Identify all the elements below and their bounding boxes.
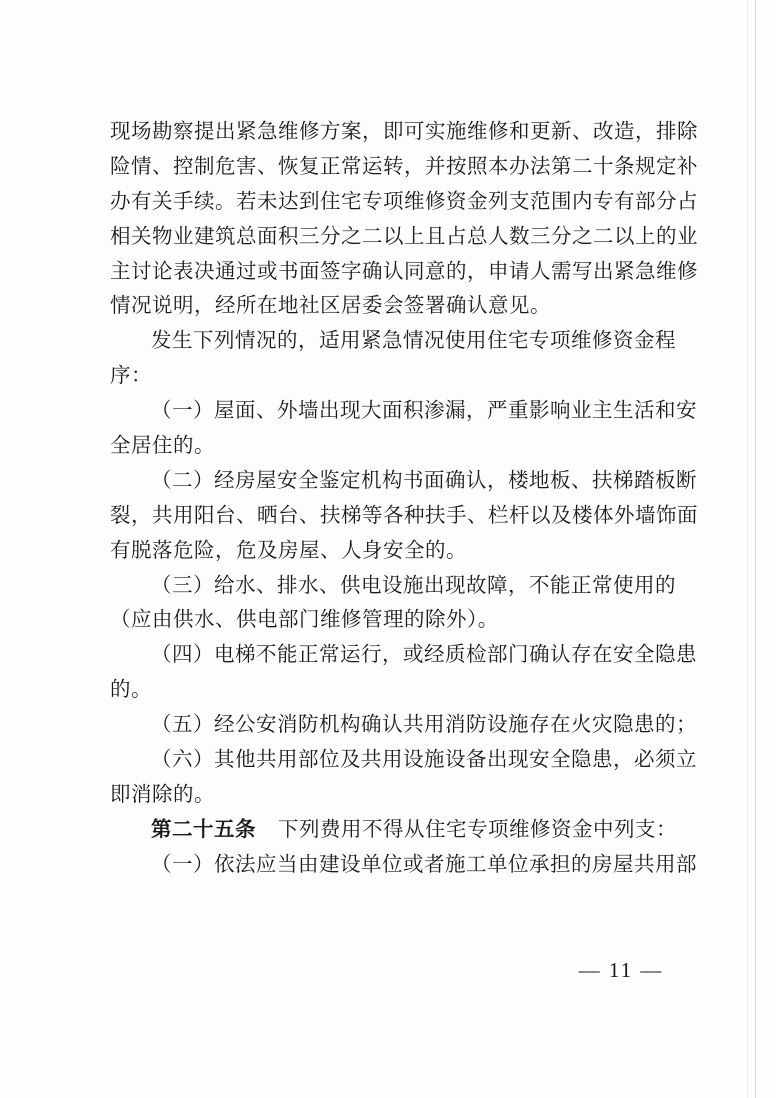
text-line: 序：	[110, 363, 152, 388]
text-line: 的。	[110, 677, 152, 702]
text-line: 即消除的。	[110, 781, 215, 806]
scan-edge-line-secondary	[747, 0, 748, 1098]
text-line: 有脱落危险，危及房屋、人身安全的。	[110, 537, 467, 562]
text-line: 情况说明，经所在地社区居委会签署确认意见。	[110, 293, 551, 318]
body-text	[110, 114, 698, 882]
text-line: 发生下列情况的，适用紧急情况使用住宅专项维修资金程	[151, 328, 676, 353]
text-line: （五）经公安消防机构确认共用消防设施存在火灾隐患的；	[151, 712, 697, 737]
text-line: （一）屋面、外墙出现大面积渗漏，严重影响业主生活和安	[151, 398, 697, 423]
article-heading-line	[110, 812, 676, 847]
text-line: （三）给水、排水、供电设施出现故障，不能正常使用的	[151, 572, 676, 597]
text-line: 现场勘察提出紧急维修方案，即可实施维修和更新、改造，排除	[110, 119, 698, 143]
text-line: （二）经房屋安全鉴定机构书面确认，楼地板、扶梯踏板断	[151, 467, 697, 492]
scan-edge-line	[755, 0, 756, 1098]
text-line: 裂，共用阳台、晒台、扶梯等各种扶手、栏杆以及楼体外墙饰面	[110, 502, 698, 527]
text-line: （四）电梯不能正常运行，或经质检部门确认存在安全隐患	[151, 642, 697, 667]
text-line: （应由供水、供电部门维修管理的除外）。	[110, 607, 499, 632]
text-line: 险情、控制危害、恢复正常运转，并按照本办法第二十条规定补	[110, 153, 698, 178]
text-line: （一）依法应当由建设单位或者施工单位承担的房屋共用部	[151, 851, 697, 876]
text-line: 主讨论表决通过或书面签字确认同意的，申请人需写出紧急维修	[110, 258, 698, 283]
text-line: 全居住的。	[110, 433, 215, 458]
page-number: — 11 —	[578, 958, 664, 982]
article-number: 第二十五条	[151, 816, 256, 841]
text-line: 办有关手续。若未达到住宅专项维修资金列支范围内专有部分占	[110, 188, 698, 213]
text-line: 相关物业建筑总面积三分之二以上且占总人数三分之二以上的业	[110, 223, 698, 248]
article-text: 下列费用不得从住宅专项维修资金中列支：	[278, 816, 677, 841]
text-line: （六）其他共用部位及共用设施设备出现安全隐患，必须立	[151, 747, 697, 772]
